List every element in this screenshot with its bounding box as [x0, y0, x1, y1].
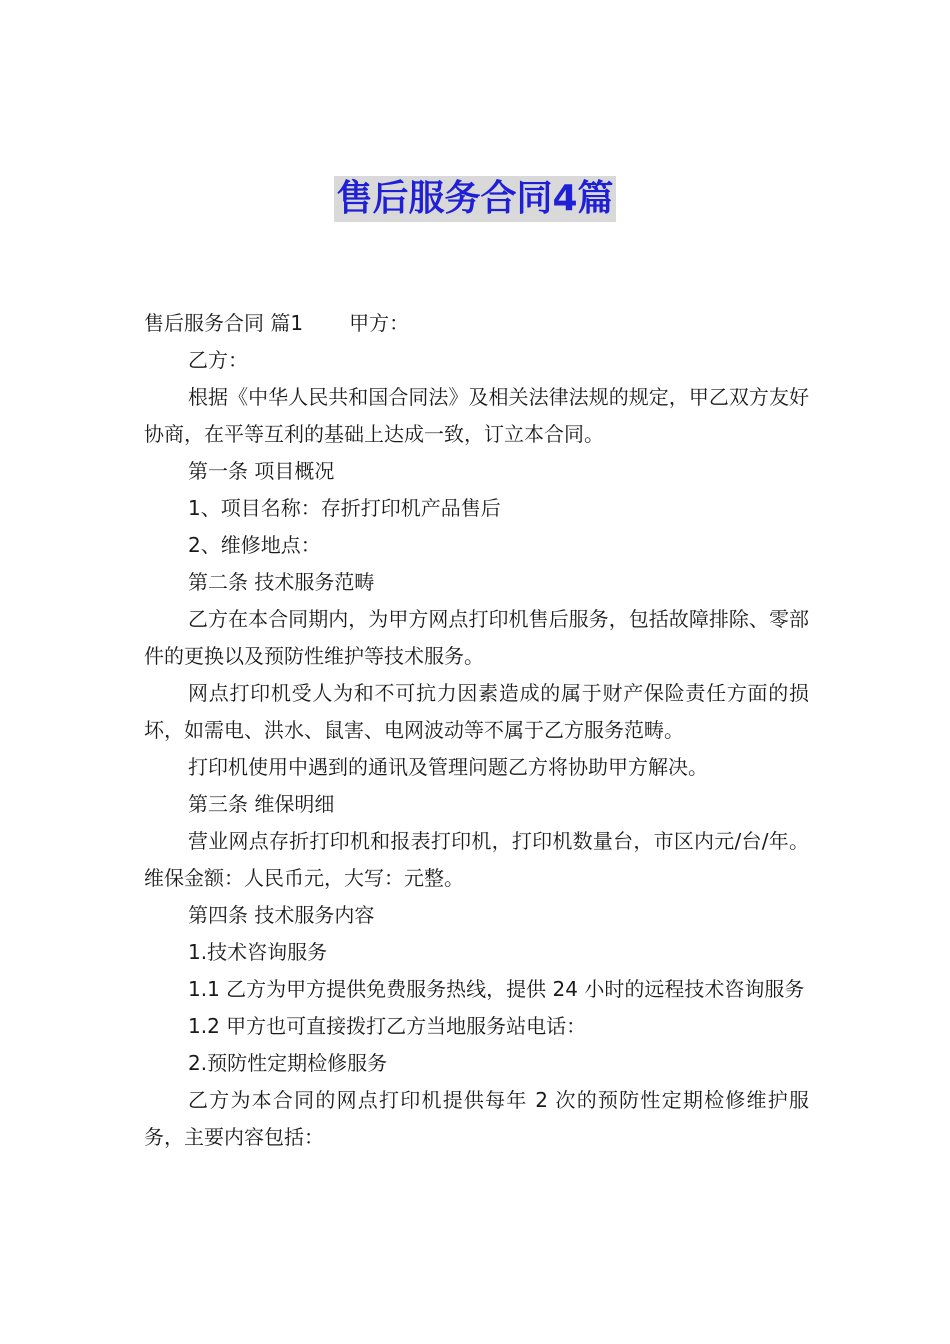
paragraph: 2.预防性定期检修服务: [188, 1051, 388, 1075]
article-heading: 第二条 技术服务范畴: [188, 570, 375, 594]
article-heading: 第三条 维保明细: [188, 792, 335, 816]
article-heading: 第四条 技术服务内容: [188, 903, 375, 927]
party-a-label: 甲方：: [349, 311, 410, 335]
document-title: 售后服务合同4篇: [334, 176, 615, 222]
article-heading: 第一条 项目概况: [188, 459, 335, 483]
paragraph: 打印机使用中遇到的通讯及管理问题乙方将协助甲方解决。: [188, 755, 708, 779]
paragraph: 1.1 乙方为甲方提供免费服务热线，提供 24 小时的远程技术咨询服务: [188, 977, 805, 1001]
title-block: [0, 176, 950, 222]
intro-line: [144, 305, 809, 342]
paragraph: 2、维修地点：: [188, 533, 321, 557]
paragraph: 乙方：: [188, 348, 248, 372]
paragraph: 1、项目名称：存折打印机产品售后: [188, 496, 501, 520]
paragraph: 1.2 甲方也可直接拨打乙方当地服务站电话：: [188, 1014, 587, 1038]
section-label: 售后服务合同 篇1: [144, 311, 304, 335]
document-body: [144, 305, 809, 1156]
paragraph: 网点打印机受人为和不可抗力因素造成的属于财产保险责任方面的损坏，如需电、洪水、鼠害、电网波动等不属于乙方服务范畴。: [144, 681, 809, 742]
paragraph: 根据《中华人民共和国合同法》及相关法律法规的规定，甲乙双方友好协商，在平等互利的基础上达成一致，订立本合同。: [144, 385, 809, 446]
paragraph: 1.技术咨询服务: [188, 940, 328, 964]
paragraph: 乙方为本合同的网点打印机提供每年 2 次的预防性定期检修维护服务，主要内容包括：: [144, 1088, 809, 1149]
paragraph: 营业网点存折打印机和报表打印机，打印机数量台，市区内元/台/年。维保金额：人民币元，大写：元整。: [144, 829, 809, 890]
paragraph: 乙方在本合同期内，为甲方网点打印机售后服务，包括故障排除、零部件的更换以及预防性维护等技术服务。: [144, 607, 809, 668]
